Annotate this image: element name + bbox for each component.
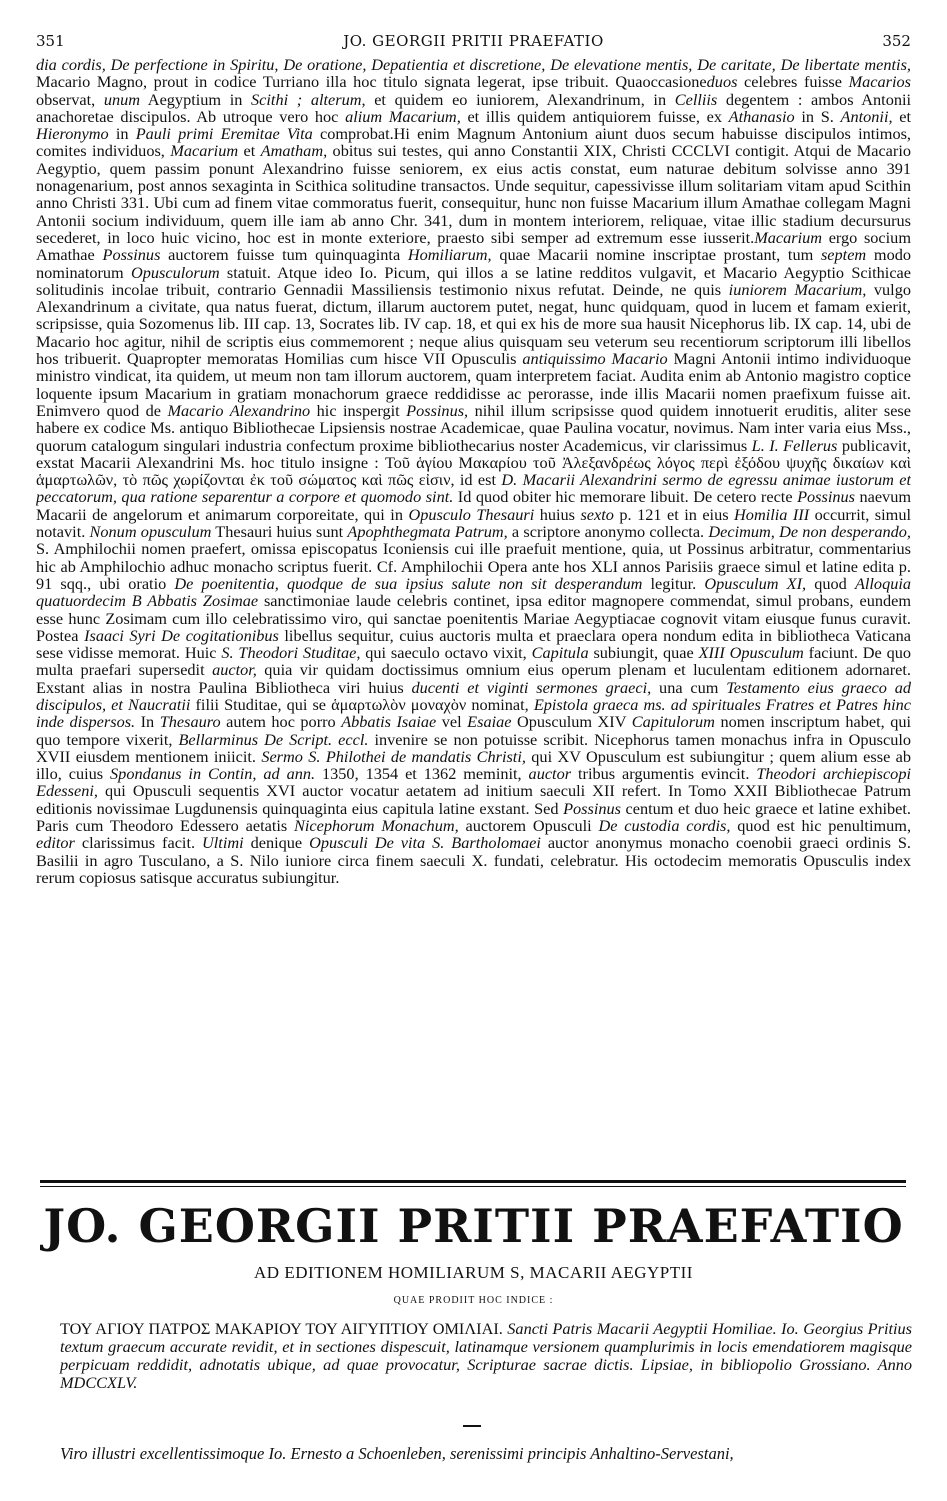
- body-text-segment: Opusculi De vita S. Bartholomaei: [309, 833, 541, 853]
- body-text-segment: Macario Alexandrino: [167, 400, 311, 420]
- body-text-segment: antiquissimo Macario: [522, 349, 668, 369]
- body-text-segment: Macarios: [848, 72, 911, 92]
- running-head: [36, 32, 911, 54]
- body-text-segment: clarissimus facit.: [74, 833, 203, 853]
- body-text-segment: quod: [806, 573, 855, 593]
- body-text-segment: Opusculum XI,: [704, 573, 807, 593]
- biblio-text-segment: Sancti Patris Macarii Aegyptii Homiliae. Io. Georgius Pritius textum graecum accurate revidit, et in sectiones dispescuit, latinamque versionem quamplurimis in locis emendatiorem magisque perpicuam reddidit, adnotatis ubique, ad quae provocatur, Scripturae sacrae dictis. Lipsiae, in bibliopolio Grossiano. Anno MDCCXLV.: [60, 1319, 912, 1392]
- body-text-segment: D. Macarii Alexandrini sermo de egressu animae iustorum et peccatorum, qua ratione separentur a corpore et quomodo sint.: [36, 470, 911, 507]
- body-text-segment: invenire se non potuisse scribit. Nicephorus tamen monachus infra in Opusculo XVII eiusdem mentionem iniicit.: [36, 729, 911, 766]
- body-text-segment: alium Macarium,: [345, 106, 461, 126]
- body-text-segment: septem: [820, 245, 867, 265]
- body-text-segment: Amatham,: [260, 141, 328, 161]
- body-text-segment: in: [108, 124, 136, 144]
- body-text-segment: nomen inscriptum habet, qui quo tempore vixerit,: [36, 712, 911, 749]
- body-text-segment: 1350, 1354 et 1362 meminit,: [315, 764, 529, 784]
- body-text-segment: Esaiae: [467, 712, 512, 732]
- section-title: JO. GEORGII PRITII PRAEFATIO: [43, 1199, 904, 1253]
- body-text-segment: quod est hic penultimum,: [730, 816, 911, 836]
- body-text-segment: statuit. Atque ideo Io. Picum, qui illos a se latine redditos vulgavit, et Macario Aegyptio Scithicae solitudinis incolae tribuit, contrario Gennadii Massiliensis testimonio nixus refutat. Deinde, ne quis: [36, 262, 911, 299]
- section-subtitle: AD EDITIONEM HOMILIARUM S, MACARII AEGYPTII: [254, 1263, 693, 1282]
- body-text-segment: sanctimoniae laude celebris continet, ipsa editor magnopere commendat, simul probans, eundem esse hunc Zosimam cum illo celebratissimo viro, qui sanctae poenitentis Mariae Aegyptiacae cognovit vitam eiusque funus curavit. Postea: [36, 591, 911, 645]
- body-text-segment: De custodia cordis,: [598, 816, 731, 836]
- body-text-segment: Capitula: [531, 643, 589, 663]
- body-text-segment: id est: [454, 470, 502, 490]
- body-text-segment: Celliis: [674, 89, 718, 109]
- body-text-segment: dia cordis, De perfectione in Spiritu, De oratione, Depatientia et discretione, De elevatione mentis, De caritate, De libertate mentis,: [36, 56, 911, 74]
- body-text-segment: S. Amphilochii nomen praefert, omissa episcopatus Iconiensis cui ille praefuit mentione, quia, ut Possinus arbitratur, commentarius hic ab Amphilochio adhuc monacho scriptus fuerit. Cf. Amphilochii Opera ante hos XLI annos Parisiis graece simul et latine edita p. 91 sqq., ubi oratio: [36, 539, 911, 593]
- body-text-segment: Athanasio: [728, 106, 795, 126]
- dedication-line: Viro illustri excellentissimoque Io. Ernesto a Schoenleben, serenissimi principis Anhaltino-Servestani,: [60, 1444, 734, 1463]
- body-text-segment: auctor: [528, 764, 572, 784]
- body-text-segment: Sermo S. Philothei de mandatis Christi,: [261, 746, 526, 766]
- body-text-segment: Possinus: [102, 245, 161, 265]
- body-text-segment: Apophthegmata Patrum,: [347, 522, 508, 542]
- body-text-segment: celebres fuisse: [737, 72, 849, 92]
- body-text-segment: legitur.: [642, 573, 705, 593]
- bibliographic-entry: [60, 1320, 912, 1392]
- body-text-segment: ergo socium Amathae: [36, 227, 911, 265]
- body-text-segment: Testamento eius graeco ad discipulos, et Naucratii: [36, 677, 911, 714]
- body-text-segment: nominat,: [466, 694, 534, 714]
- body-text-segment: Thesauro: [159, 712, 221, 732]
- body-text-segment: et: [238, 141, 261, 161]
- body-text-segment: L. I. Fellerus: [751, 435, 838, 455]
- body-text-segment: iuniorem Macarium,: [728, 279, 867, 299]
- body-text-segment: auctorem fuisse tum quinquaginta: [160, 245, 408, 265]
- body-text-segment: obitus sui testes, qui anno Constantii XIX, Christi CCCLVI contigit. Atqui de Macario Aegyptio, quem passim ponunt Alexandrino fuisse seniorem, ex eius actis constat, eum naturae debitum solvisse anno 391 nonagenarium, post annos sexaginta in Scithica solitudine transactos. Unde sequitur, capessivisse illum solitariam vitam apud Scithin anno Christi 331. Ubi cum ad finem vitae commoratus fuerit, consequitur, hunc non fuisse Macarium illum Amathae collegam Magni Antonii socium individuum, quem ille iam ab anno Chr. 341, dum in montem interiorem, reliquae, vitae illic stadium decursurus secederet, in loco huic vicino, hoc est in monte exteriore, praesto sibi semper ad extremum esse iusserit.: [36, 141, 911, 247]
- body-text-segment: De poenitentia, quodque de sua ipsius salute non sit desperandum: [174, 573, 643, 593]
- body-text-segment: una cum: [651, 677, 727, 697]
- body-text-segment: Macarium: [754, 227, 823, 247]
- body-text-segment: auctor anonymus monacho coenobii graeci ordinis S. Basilii in agro Tusculano, a S. Nilo iuniore circa finem saeculi X. fundati, celebratur. His octodecim memoratis Opusculis index rerum copiosus satisque accuratus subiungitur.: [36, 833, 911, 887]
- body-text-segment: Id quod obiter hic memorare libuit. De cetero recte: [453, 487, 798, 507]
- section-divider-thin: [40, 1186, 906, 1187]
- body-text-segment: Τοῦ ἁγίου Μακαρίου τοῦ Ἀλεξανδρέως λόγος περὶ ἐξόδου ψυχῆς δικαίων καὶ ἁμαρτωλῶν, τὸ πῶς χωρίζονται ἐκ τοῦ σώματος καὶ πῶς εἰσιν,: [36, 452, 911, 490]
- body-text-segment: Thesauri huius sunt: [211, 522, 348, 542]
- body-text-segment: XIII Opusculum: [698, 643, 804, 663]
- body-text-segment: et illis quidem antiquiorem fuisse, ex: [460, 106, 729, 126]
- body-text-segment: centum et duo heic graece et latine exhibet. Paris cum Theodoro Edessero aetatis: [36, 798, 911, 836]
- body-text-segment: Opusculum XIV: [511, 712, 632, 732]
- body-text-segment: duos: [706, 72, 738, 92]
- body-text-segment: Pauli primi Eremitae Vita: [135, 124, 313, 144]
- body-text-segment: modo nominatorum: [36, 245, 911, 282]
- body-text-segment: Opusculo Thesauri: [408, 504, 535, 524]
- body-text-segment: auctor,: [212, 660, 257, 680]
- body-text-segment: Epistola graeca ms. ad spirituales Fratres et Patres hinc inde dispersos.: [36, 694, 911, 732]
- body-text-segment: In: [135, 712, 160, 732]
- body-text-segment: Possinus: [797, 487, 855, 507]
- body-text-segment: publicavit, exstat Macarii Alexandrini Ms. hoc titulo insigne :: [36, 435, 911, 472]
- body-text-segment: unum: [103, 89, 141, 109]
- left-page-number: 351: [36, 32, 65, 50]
- body-text-segment: quae Macarii nomine inscriptae prostant, tum: [491, 245, 821, 265]
- body-text-segment: faciunt. De quo multa praefari supersedit: [36, 643, 911, 680]
- running-title: JO. GEORGII PRITII PRAEFATIO: [343, 32, 604, 50]
- body-text-segment: p. 121 et in eius: [613, 504, 735, 524]
- body-text-segment: qui Opusculi sequentis XVI auctor vocatur aetatem ad initium saeculi XII refert. In Tomo XXII Bibliothecae Patrum editionis novissimae Lugdunensis quinquaginta eius capitula latine exstant. Sed: [36, 781, 911, 818]
- body-text-segment: Ultimi: [202, 833, 244, 853]
- body-text-segment: ἁμαρτωλὸν μοναχὸν: [331, 694, 467, 714]
- body-text-segment: auctorem Opusculi: [458, 816, 599, 836]
- body-text-segment: Antonii,: [840, 106, 893, 126]
- body-text-segment: Macario Magno, prout in codice Turriano illa hoc titulo signata legerat, ipse tribuit. Quaoccasione: [36, 72, 707, 92]
- body-text-segment: naevum Macarii de angelorum et animarum corporeitate, qui in: [36, 487, 911, 524]
- body-text-segment: filii Studitae, qui se: [190, 694, 332, 714]
- body-text-segment: Spondanus in Contin, ad ann.: [110, 764, 316, 784]
- body-text-segment: ducenti et viginti sermones graeci,: [411, 677, 652, 697]
- body-text-segment: Capitulorum: [631, 712, 715, 732]
- right-page-number: 352: [882, 32, 911, 50]
- body-text-segment: in S.: [794, 106, 841, 126]
- body-text-segment: et: [892, 106, 911, 126]
- body-text-segment: libellus sequitur, cuius auctoris multa et praeclara opera nondum edita in bibliotheca Vaticana sese vidisse memorat. Huic: [36, 625, 911, 663]
- body-text-segment: huius: [534, 504, 581, 524]
- body-text-segment: tribus argumentis evincit.: [571, 764, 757, 784]
- body-text-segment: sexto: [580, 504, 614, 524]
- body-text-segment: denique: [243, 833, 310, 853]
- index-line: QUAE PRODIIT HOC INDICE :: [393, 1295, 554, 1306]
- body-text-segment: Possinus,: [406, 400, 469, 420]
- body-text-segment: a scriptore anonymo collecta.: [507, 522, 709, 542]
- body-text-segment: degentem : ambos Antonii anachoretae discipulos. Ab utroque vero hoc: [36, 89, 911, 126]
- body-text-segment: Decimum, De non desperando,: [708, 522, 911, 542]
- body-text-segment: Hieronymo: [36, 124, 109, 144]
- body-text-segment: comprobat.Hi enim Magnum Antonium aiunt duos secum habuisse discipulos intimos, comites individuos,: [36, 124, 911, 161]
- body-text-segment: Abbatis Isaiae: [341, 712, 437, 732]
- body-text-segment: observat,: [36, 89, 104, 109]
- body-text-segment: Magni Antonii intimo individuoque ministro vindicat, ita quidem, ut meum non tam illorum auctorem, quam interpretem faciat. Audita enim ab Antonio magistro coptice loquente ipsum Macarium in gratiam monachorum graece reddidisse ac perorasse, inde illis Macarii nomen praefixum fuisse ait. Enimvero quod de: [36, 349, 911, 420]
- biblio-text-segment: ΤΟΥ ΑΓΙΟΥ ΠΑΤΡΟΣ ΜΑΚΑΡΙΟΥ ΤΟΥ ΑΙΓΥΠΤΙΟΥ ΟΜΙΛΙΑΙ.: [60, 1319, 508, 1338]
- body-text-segment: Possinus: [563, 798, 621, 818]
- body-text-segment: Nicephorum Monachum,: [294, 816, 459, 836]
- body-text-segment: Aegyptium in: [140, 89, 252, 109]
- body-text-segment: hic inspergit: [310, 400, 407, 420]
- body-text-segment: Macarium: [170, 141, 239, 161]
- body-text-segment: Alloquia quatuordecim B Abbatis Zosimae: [36, 573, 911, 611]
- body-text-segment: Scithi ; alterum,: [251, 89, 366, 109]
- body-text-segment: qui XV Opusculum est subiungitur ; quem alium esse ab illo, cuius: [36, 746, 911, 784]
- body-text-segment: qui saeculo octavo vixit,: [360, 643, 532, 663]
- body-text-segment: S. Theodori Studitae,: [221, 643, 361, 663]
- body-text-segment: vel: [436, 712, 468, 732]
- body-text-segment: Opusculorum: [131, 262, 220, 282]
- body-text-segment: autem hoc porro: [220, 712, 342, 732]
- body-text-segment: occurrit, simul notavit.: [36, 504, 911, 542]
- body-text-segment: et quidem eo iuniorem, Alexandrinum, in: [365, 89, 675, 109]
- body-text-segment: Isaaci Syri De cogitationibus: [84, 625, 279, 645]
- body-text-segment: nihil illum scripsisse quod quidem innotuerit eruditis, aliter sese habere ex codice Ms. antiquo Bibliothecae Lipsiensis nostrae Academicae, quae Paulina vocatur, novimus. Nam inter varia eius Mss., quorum catalogum singulari industria confectum proxime bibliothecarius noster Academicus, vir clarissimus: [36, 400, 911, 455]
- body-text-segment: Homiliarum,: [407, 245, 492, 265]
- body-text-segment: Homilia III: [734, 504, 810, 524]
- body-text-segment: editor: [36, 833, 75, 853]
- body-text-segment: Theodori archiepiscopi Edesseni,: [36, 764, 911, 801]
- section-divider-thick: [40, 1180, 906, 1183]
- body-text-segment: subiungit, quae: [588, 643, 699, 663]
- short-dash: [463, 1425, 481, 1427]
- body-text-segment: Bellarminus De Script. eccl.: [178, 729, 369, 749]
- body-paragraph: [36, 56, 911, 1166]
- body-text-segment: quia vir quidam doctissimus omnium eius operum plenam et luculentam editionem adornaret. Exstant alias in nostra Paulina Bibliotheca viri huius: [36, 660, 911, 697]
- body-text-segment: Nonum opusculum: [89, 522, 212, 542]
- body-text-segment: vulgo Alexandrinum a civitate, qua natus fuerat, dictum, illarum auctorem putet, negat, hunc quidquam, quod in lucem et famam exierit, scripsisse, quia Sozomenus lib. III cap. 13, Socrates lib. IV cap. 18, et qui ex his de more sua hausit Nicephorus lib. IX cap. 14, ubi de Macario hoc agitur, nihil de scriptis eius commemorent ; neque alius quisquam seu veterum seu recentiorum scriptorum illi libellos hos tribuerit. Quapropter memoratas Homilias cum hisce VII Opusculis: [36, 279, 911, 369]
